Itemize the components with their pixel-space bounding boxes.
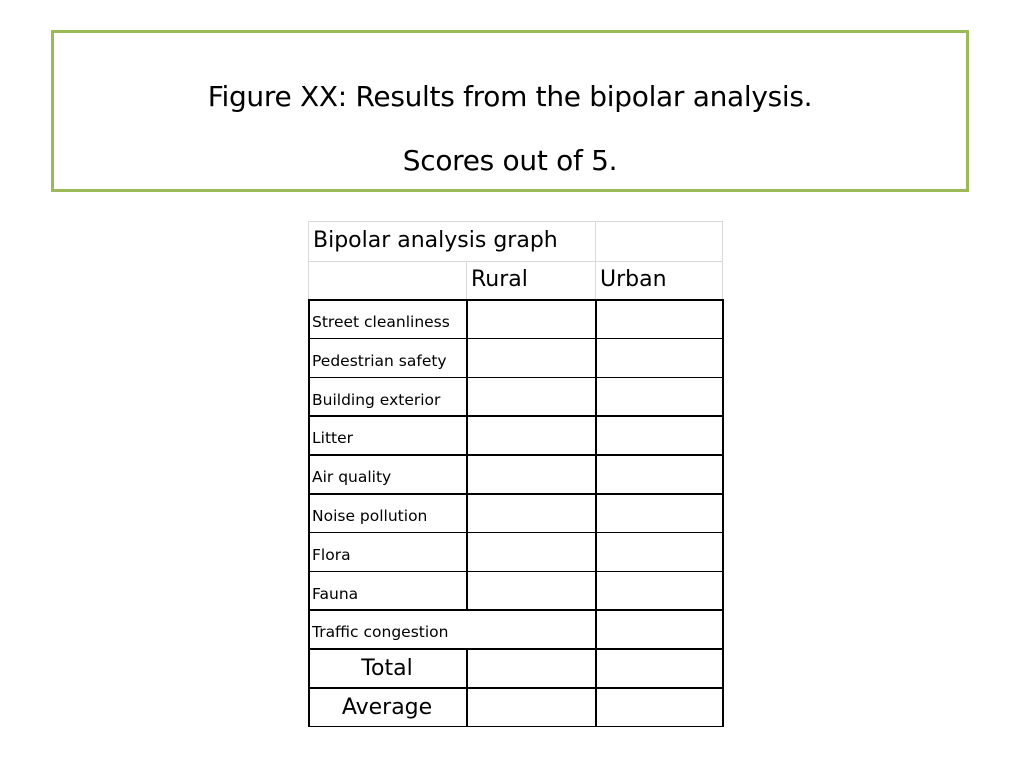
rural-score-litter [466, 419, 595, 458]
row-label-litter: Litter [312, 429, 354, 448]
urban-score-flora [595, 536, 722, 575]
rural-score-air-quality [466, 458, 595, 497]
rural-score-pedestrian-safety [466, 342, 595, 381]
rural-score-traffic-congestion [466, 613, 595, 652]
rural-average [466, 688, 595, 727]
rural-score-street-cleanliness [466, 303, 595, 342]
figure-title-box [51, 30, 969, 192]
rural-score-noise-pollution [466, 497, 595, 536]
row-label-noise-pollution: Noise pollution [312, 507, 428, 525]
urban-score-litter [595, 419, 722, 458]
rural-score-flora [466, 536, 595, 575]
table-border [722, 299, 724, 726]
row-label-pedestrian-safety: Pedestrian safety [312, 351, 447, 370]
rural-score-building-exterior [466, 381, 595, 420]
gridline [722, 221, 723, 299]
figure-title-line-1: Figure XX: Results from the bipolar analysis. [207, 80, 813, 113]
urban-score-fauna [595, 575, 722, 614]
urban-total [595, 649, 722, 688]
urban-score-pedestrian-safety [595, 342, 722, 381]
urban-score-building-exterior [595, 381, 722, 420]
row-label-air-quality: Air quality [312, 468, 392, 487]
column-header-rural: Rural [471, 267, 528, 292]
urban-score-traffic-congestion [595, 613, 722, 652]
row-border [308, 299, 724, 301]
urban-score-air-quality [595, 458, 722, 497]
table-caption: Bipolar analysis graph [313, 228, 558, 253]
urban-average [595, 688, 722, 727]
footer-label-average: Average [341, 695, 433, 720]
urban-score-street-cleanliness [595, 303, 722, 342]
row-label-traffic-congestion: Traffic congestion [312, 623, 449, 642]
row-label-flora: Flora [312, 545, 351, 564]
column-header-urban: Urban [600, 267, 667, 292]
row-label-street-cleanliness: Street cleanliness [312, 313, 450, 331]
figure-title-line-2: Scores out of 5. [402, 144, 618, 177]
urban-score-noise-pollution [595, 497, 722, 536]
footer-label-total: Total [361, 656, 413, 682]
row-label-building-exterior: Building exterior [312, 390, 441, 409]
rural-score-fauna [466, 575, 595, 614]
rural-total [466, 649, 595, 688]
row-label-fauna: Fauna [312, 584, 359, 603]
